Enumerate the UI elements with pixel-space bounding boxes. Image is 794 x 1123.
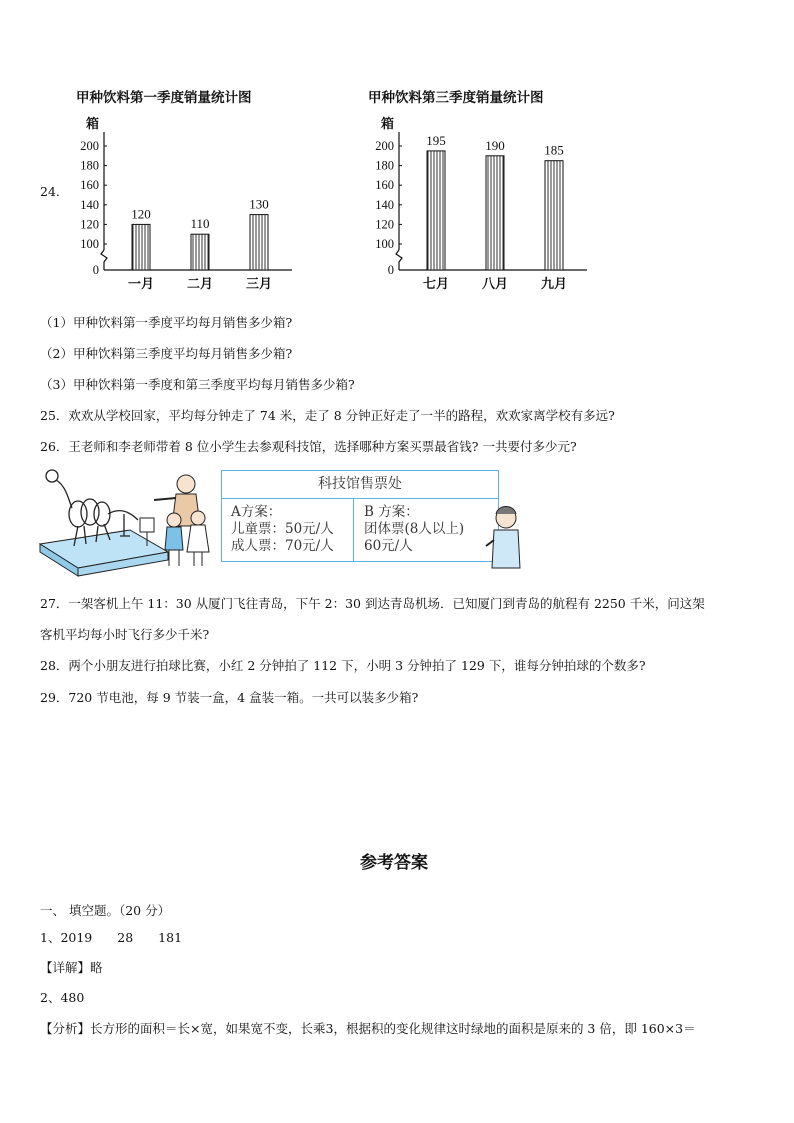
question-25: 25．欢欢从学校回家，平均每分钟走了 74 米，走了 8 分钟正好走了一半的路程，欢欢家离学校有多远? xyxy=(40,408,615,423)
x-category-label-七月: 七月 xyxy=(422,276,450,291)
bar-value-label-七月: 195 xyxy=(426,132,446,148)
y-tick-label-140: 140 xyxy=(80,197,99,212)
bar-一月 xyxy=(132,224,150,270)
plan-b-column xyxy=(355,499,498,561)
chart1-q1-sales xyxy=(60,110,300,300)
bar-value-label-一月: 120 xyxy=(131,206,151,222)
plan-a-adult-price: 成人票：70元/人 xyxy=(231,538,334,554)
bar-八月 xyxy=(486,156,504,270)
plan-b-price: 60元/人 xyxy=(364,538,413,554)
bar-value-label-二月: 110 xyxy=(190,216,210,232)
q24-sub1: （1）甲种饮料第一季度平均每月销售多少箱? xyxy=(40,315,293,330)
analysis-text: 长方形的面积＝长×宽，如果宽不变，长乘3，根据积的变化规律这时绿地的面积是原来的 3 倍，即 160×3＝ xyxy=(90,1021,696,1036)
answer-2: 2、480 xyxy=(40,990,85,1005)
q24-sub2: （2）甲种饮料第三季度平均每月销售多少箱? xyxy=(40,346,293,361)
museum-illustration xyxy=(38,462,218,580)
plan-b-label: B 方案： xyxy=(364,504,419,520)
chart2-q3-sales xyxy=(355,110,595,300)
x-category-label-八月: 八月 xyxy=(481,276,509,291)
plan-a-child-price: 儿童票：50元/人 xyxy=(231,521,334,537)
bar-value-label-九月: 185 xyxy=(544,142,564,158)
y-tick-label-160: 160 xyxy=(80,178,99,193)
dinosaur-skeleton-icon xyxy=(46,470,138,546)
y-tick-label-180: 180 xyxy=(375,158,394,173)
x-category-label-三月: 三月 xyxy=(245,276,273,291)
y-tick-label-120: 120 xyxy=(80,217,99,232)
question-29: 29．720 节电池，每 9 节装一盒，4 盒装一箱。一共可以装多少箱? xyxy=(40,690,419,705)
bar-value-label-三月: 130 xyxy=(249,196,269,212)
chart1-title: 甲种饮料第一季度销量统计图 xyxy=(76,90,252,106)
chart2-title: 甲种饮料第三季度销量统计图 xyxy=(368,90,544,106)
display-platform-icon xyxy=(40,530,168,576)
x-category-label-九月: 九月 xyxy=(540,276,568,291)
bar-七月 xyxy=(427,151,445,270)
y-tick-label-100: 100 xyxy=(375,237,394,251)
y-tick-label-160: 160 xyxy=(375,178,394,193)
y-axis-label: 箱 xyxy=(381,116,395,131)
answer-1-detail xyxy=(40,958,103,976)
detail-tag: 【详解】 xyxy=(40,960,91,975)
bar-三月 xyxy=(250,215,268,270)
y-tick-label-0: 0 xyxy=(387,263,394,277)
x-category-label-一月: 一月 xyxy=(127,276,155,291)
y-tick-label-100: 100 xyxy=(80,237,99,251)
y-tick-label-200: 200 xyxy=(80,139,99,153)
plan-a-label: A方案： xyxy=(231,504,282,520)
ticket-board xyxy=(221,470,499,562)
axis-break-mark xyxy=(396,250,402,270)
answer-1: 1、2019 28 181 xyxy=(40,930,183,945)
x-category-label-二月: 二月 xyxy=(186,276,214,291)
y-tick-label-120: 120 xyxy=(375,217,394,232)
question-27-line2: 客机平均每小时飞行多少千米? xyxy=(40,627,210,642)
answers-heading: 参考答案 xyxy=(360,853,428,873)
question-28: 28．两个小朋友进行拍球比赛，小红 2 分钟拍了 112 下，小明 3 分钟拍了 129 下，谁每分钟拍球的个数多? xyxy=(40,658,646,673)
answers-section1: 一、 填空题。（20 分） xyxy=(40,903,171,918)
bar-九月 xyxy=(545,161,563,270)
ticket-board-title: 科技馆售票处 xyxy=(222,471,498,499)
q24-sub3: （3）甲种饮料第一季度和第三季度平均每月销售多少箱? xyxy=(40,377,355,392)
question-26: 26．王老师和李老师带着 8 位小学生去参观科技馆，选择哪种方案买票最省钱? 一共要付多少元? xyxy=(40,439,577,454)
bar-value-label-八月: 190 xyxy=(485,137,505,153)
analysis-tag: 【分析】 xyxy=(40,1021,91,1036)
y-tick-label-180: 180 xyxy=(80,158,99,173)
detail-text: 略 xyxy=(90,960,103,975)
y-tick-label-0: 0 xyxy=(92,263,99,277)
question-27-line1: 27．一架客机上午 11：30 从厦门飞往青岛，下午 2：30 到达青岛机场．已知厦门到青岛的航程有 2250 千米，问这架 xyxy=(40,596,705,611)
y-axis-label: 箱 xyxy=(86,116,100,131)
plan-a-column xyxy=(222,499,354,561)
question-24-number: 24. xyxy=(40,184,60,199)
ticket-clerk-icon xyxy=(484,500,524,570)
bar-二月 xyxy=(191,234,209,270)
y-tick-label-140: 140 xyxy=(375,197,394,212)
plan-b-group: 团体票(8人以上) xyxy=(364,521,465,537)
axis-break-mark xyxy=(101,250,107,270)
answer-2-analysis xyxy=(40,1019,696,1037)
y-tick-label-200: 200 xyxy=(375,139,394,153)
